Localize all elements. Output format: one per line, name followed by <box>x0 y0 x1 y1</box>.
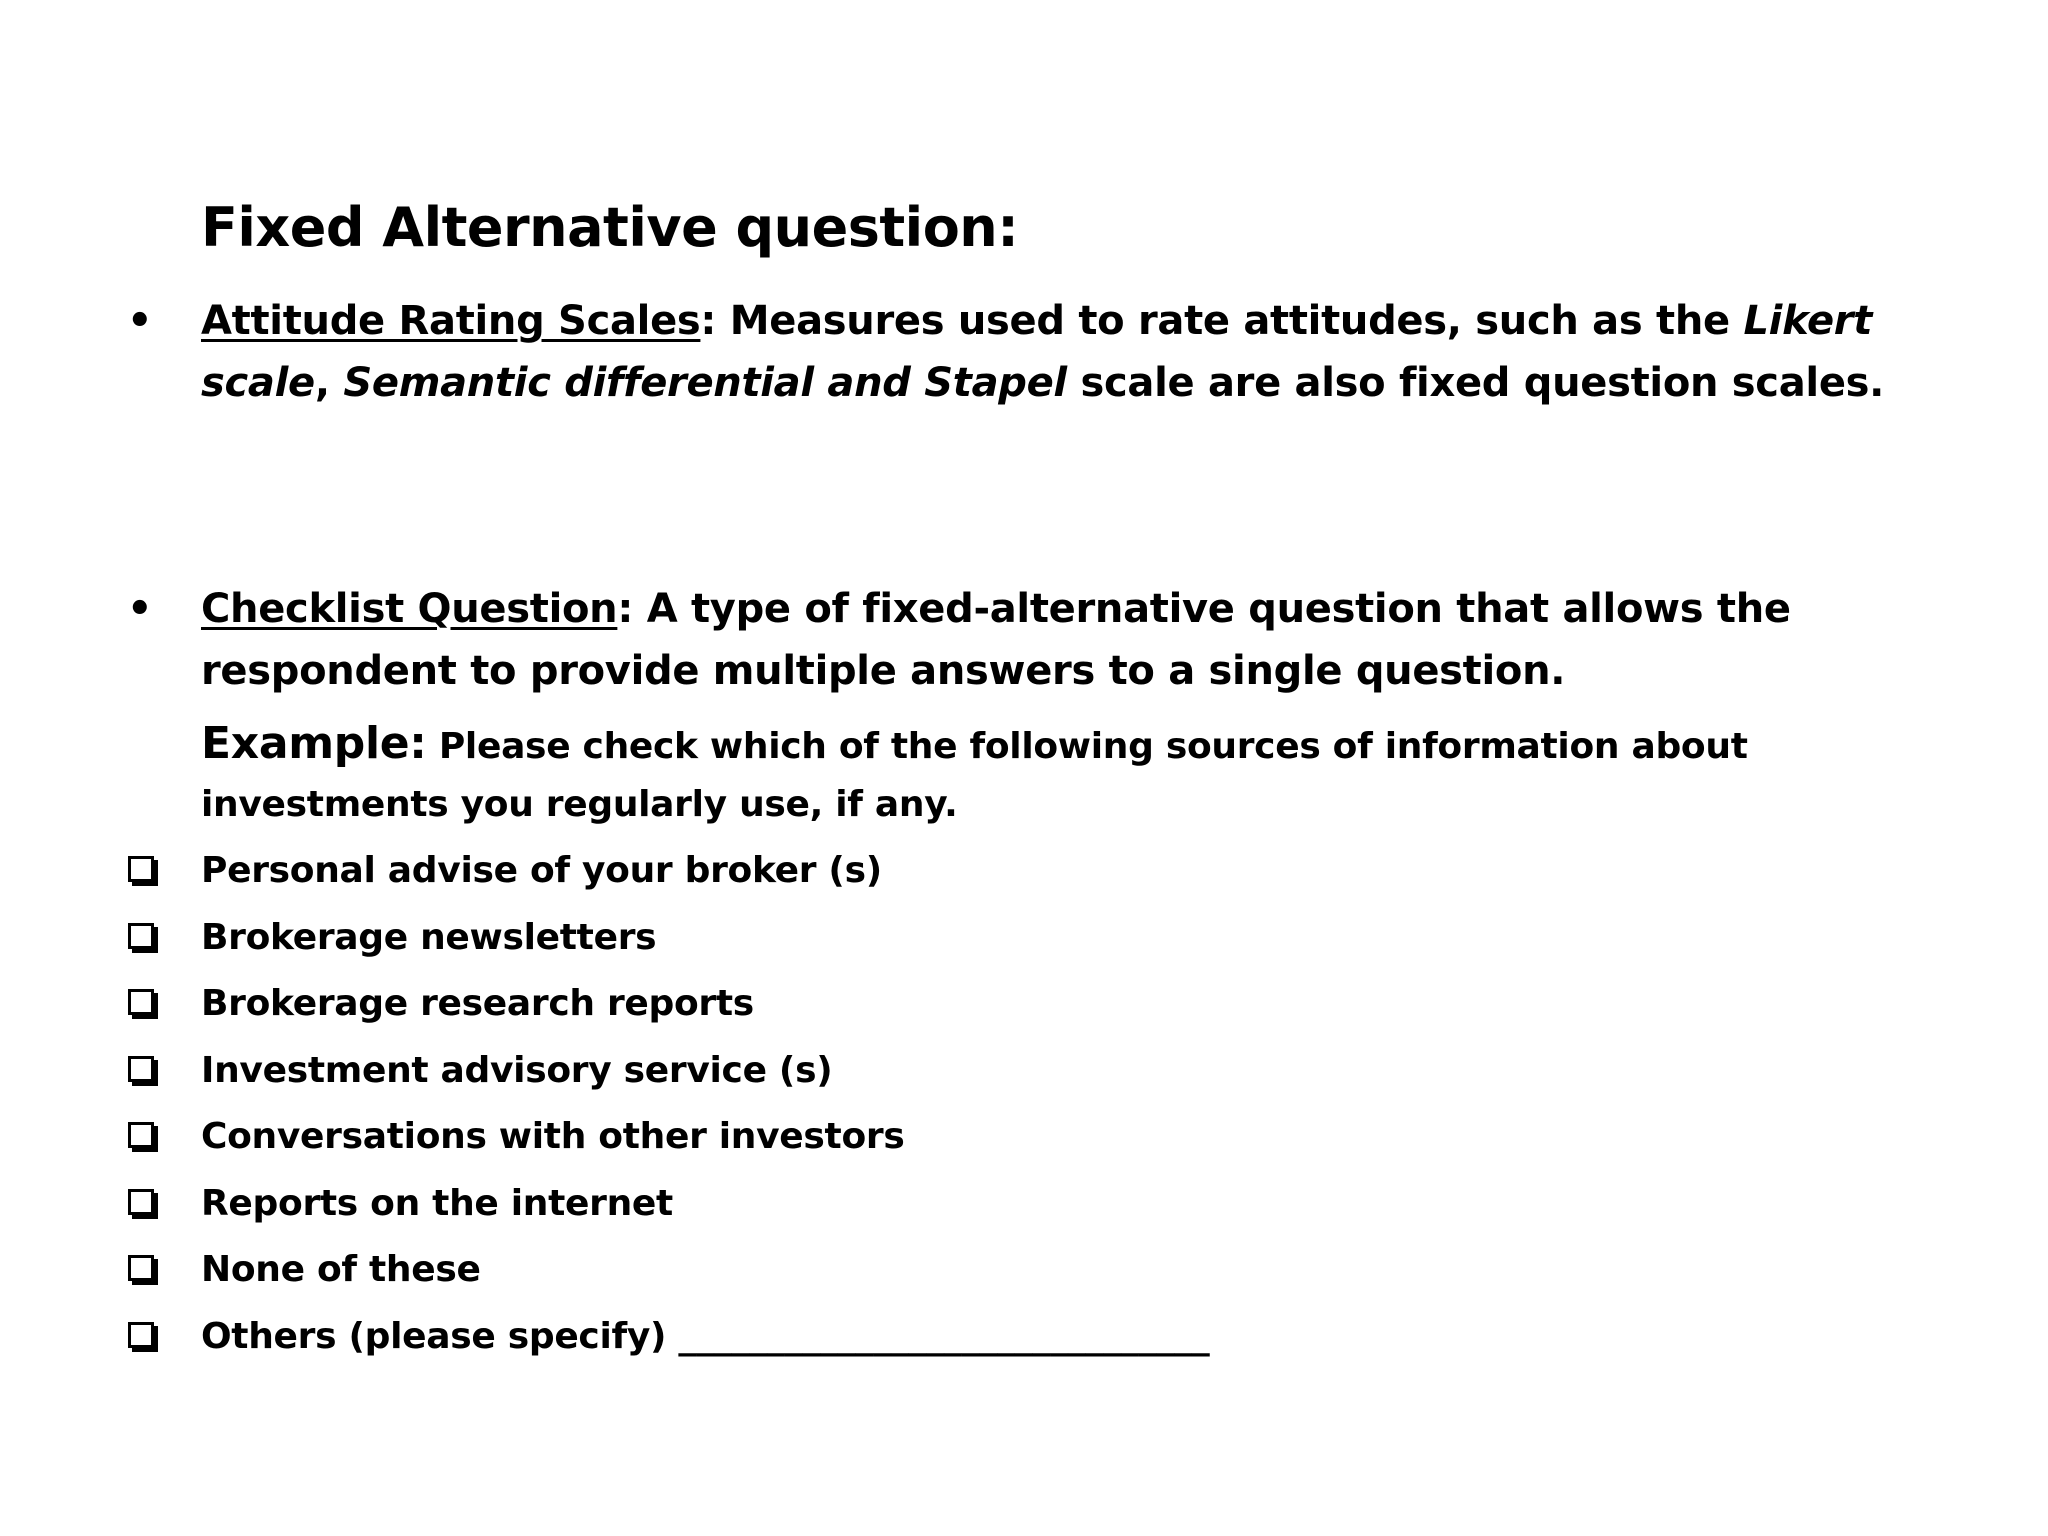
term-attitude-rating-scales: Attitude Rating Scales <box>201 298 701 344</box>
example-text: Please check which of the following sources of information about investments you regularly use, if any. <box>201 726 1748 825</box>
checkbox-icon[interactable] <box>128 1255 154 1281</box>
checklist-item[interactable] <box>0 1104 2048 1171</box>
bullet-dot-icon: • <box>127 586 153 632</box>
slide-title: Fixed Alternative question: <box>201 196 1019 259</box>
checklist-item[interactable] <box>0 838 2048 905</box>
checklist-item-label: Investment advisory service (s) <box>201 1049 833 1091</box>
bullet-1-italic-semantic: Semantic differential and Stapel <box>343 360 1067 406</box>
checkbox-icon[interactable] <box>128 856 154 882</box>
checkbox-icon[interactable] <box>128 1189 154 1215</box>
checklist-item[interactable] <box>0 971 2048 1038</box>
checklist-item-others[interactable] <box>0 1304 2048 1371</box>
checklist-item-label: Conversations with other investors <box>201 1116 905 1157</box>
checkbox-icon[interactable] <box>128 1056 154 1082</box>
bullet-1-text-c: scale are also fixed question scales. <box>1066 360 1885 406</box>
example-label: Example: <box>201 718 427 769</box>
checklist-item[interactable] <box>0 1237 2048 1304</box>
bullet-1-italic-likert: Likert scale <box>201 298 1873 406</box>
bullet-attitude-rating-scales <box>127 290 1921 414</box>
checklist-item-label: Reports on the internet <box>201 1182 673 1224</box>
checklist-item[interactable] <box>0 1038 2048 1105</box>
example-paragraph <box>201 714 1921 834</box>
checklist <box>0 838 2048 1370</box>
bullet-1-text-b: , <box>314 360 344 406</box>
checklist-item-label: None of these <box>201 1249 481 1290</box>
checkbox-icon[interactable] <box>128 989 154 1015</box>
bullet-checklist-question <box>127 578 1921 702</box>
checkbox-icon[interactable] <box>128 1322 154 1348</box>
checklist-item-label: Others (please specify) ______________________________ <box>201 1315 1210 1357</box>
checkbox-icon[interactable] <box>128 923 154 949</box>
checklist-item-label: Brokerage research reports <box>201 983 754 1024</box>
checklist-item[interactable] <box>0 1171 2048 1238</box>
bullet-2-text: A type of fixed-alternative question that allows the respondent to provide multiple answers to a single question. <box>201 586 1791 694</box>
checkbox-icon[interactable] <box>128 1122 154 1148</box>
term-checklist-question: Checklist Question <box>201 586 618 632</box>
term-colon: : <box>700 298 717 344</box>
checklist-item[interactable] <box>0 905 2048 972</box>
checklist-item-label: Personal advise of your broker (s) <box>201 850 882 891</box>
bullet-dot-icon: • <box>127 298 153 344</box>
checklist-item-label: Brokerage newsletters <box>201 916 657 958</box>
term-colon: : <box>617 586 634 632</box>
bullet-1-text-a: Measures used to rate attitudes, such as the <box>716 298 1744 344</box>
